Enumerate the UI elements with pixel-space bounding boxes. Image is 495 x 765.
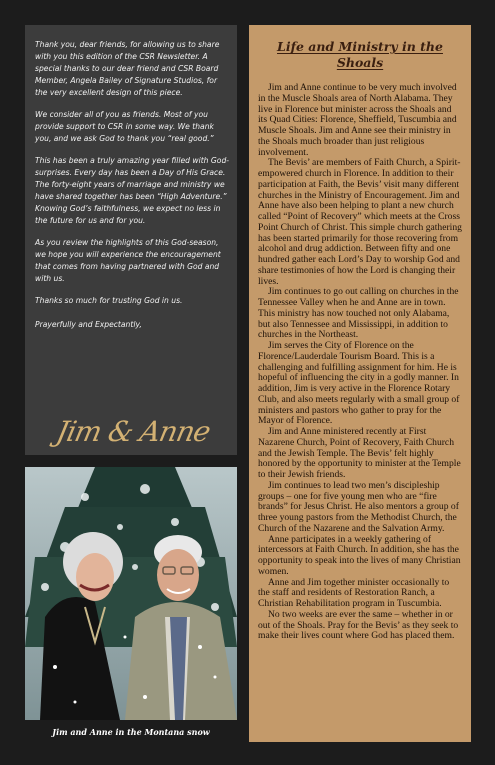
article-paragraph: Jim continues to go out calling on churches in the Tennessee Valley when he and Anne are in town. This ministry has now touched not only Alabama, but also Tennessee and Mississippi, in addition to churches in the Northeast. [258, 286, 459, 341]
thank-you-letter [25, 25, 237, 455]
article-paragraph: Jim continues to lead two men’s discipleship groups – one for five young men who are “fire brands” for Jesus Christ. He also mentors a group of three young pastors from the Methodist Church, the Church of the Nazarene and the Salvation Army. [258, 479, 459, 534]
ministry-article [249, 25, 471, 742]
article-paragraph: Jim and Anne ministered recently at First Nazarene Church, Point of Recovery, Faith Church and the Jewish Temple. The Bevis’ felt highly honored by the opportunity to minister at the Temple to their Jewish friends. [258, 426, 461, 480]
article-title: Life and Ministry in the Shoals [277, 39, 443, 70]
article-paragraph: The Bevis’ are members of Faith Church, a Spirit-empowered church in Florence. In addition to their participation at Faith, the Bevis’ visit many different churches in the Ministry of Encouragement. Jim and Anne have also been helping to plant a new church called “Point of Recovery” which meets at the Cross Point Church of Christ. This simple church gathering has been started primarily for those recovering from alcohol and drug addiction. Between fifty and one hundred gather each Lord’s Day to worship God and share testimonies of how the Lord is changing their lives. [258, 157, 462, 287]
article-paragraph: No two weeks are ever the same – whether in or out of the Shoals. Pray for the Bevis’ as they seek to make their lives count where God has placed them. [258, 608, 459, 642]
signature: Jim & Anne [53, 415, 213, 448]
snow-portrait-illustration [25, 467, 237, 720]
photo-caption: Jim and Anne in the Montana snow [52, 727, 210, 737]
letter-paragraph: Thanks so much for trusting God in us. [35, 296, 183, 305]
article-paragraph: Anne participates in a weekly gathering of intercessors at Faith Church. In addition, she has the opportunity to speak into the lives of many Christian women. [258, 533, 461, 577]
article-paragraph: Anne and Jim together minister occasionally to the staff and residents of Restoration Ranch, a Christian Rehabilitation program in Tuscumbia. [258, 576, 450, 609]
letter-paragraph: We consider all of you as friends. Most of you provide support to CSR in some way. We thank you, and we ask God to thank you “real good.” [35, 110, 214, 143]
letter-paragraph: As you review the highlights of this God-season, we hope you will experience the encouragement that comes from having partnered with God and with us. [35, 238, 221, 283]
article-paragraph: Jim and Anne continue to be very much involved in the Muscle Shoals area of North Alabama. They live in Florence but minister across the Shoals and its Quad Cities: Florence, Sheffield, Tuscumbia and Muscle Shoals. Jim and Anne see their ministry in the Shoals much broader than just religious involvement. [258, 82, 457, 158]
letter-paragraph: Thank you, dear friends, for allowing us to share with you this edition of the CSR Newsletter. A special thanks to our dear friend and CSR Board Member, Angela Bailey of Signature Studios, for the very excellent design of this piece. [35, 40, 220, 97]
letter-closing: Prayerfully and Expectantly, [35, 320, 142, 329]
couple-photo [25, 467, 237, 720]
letter-paragraph: This has been a truly amazing year filled with God-surprises. Every day has been a Day of His Grace. The forty-eight years of marriage and ministry we have shared together has been “High Adventure.” Knowing God’s faithfulness, we expect no less in the future for us and for you. [35, 156, 230, 225]
article-paragraph: Jim serves the City of Florence on the Florence/Lauderdale Tourism Board. This is a challenging and fulfilling assignment for him. He is hopeful of influencing the city in a godly manner. In addition, Jim is very active in the Florence Rotary Club, and also meets regularly with a small group of ministers and pastors who gather to pray for the Mayor of Florence. [258, 340, 460, 427]
